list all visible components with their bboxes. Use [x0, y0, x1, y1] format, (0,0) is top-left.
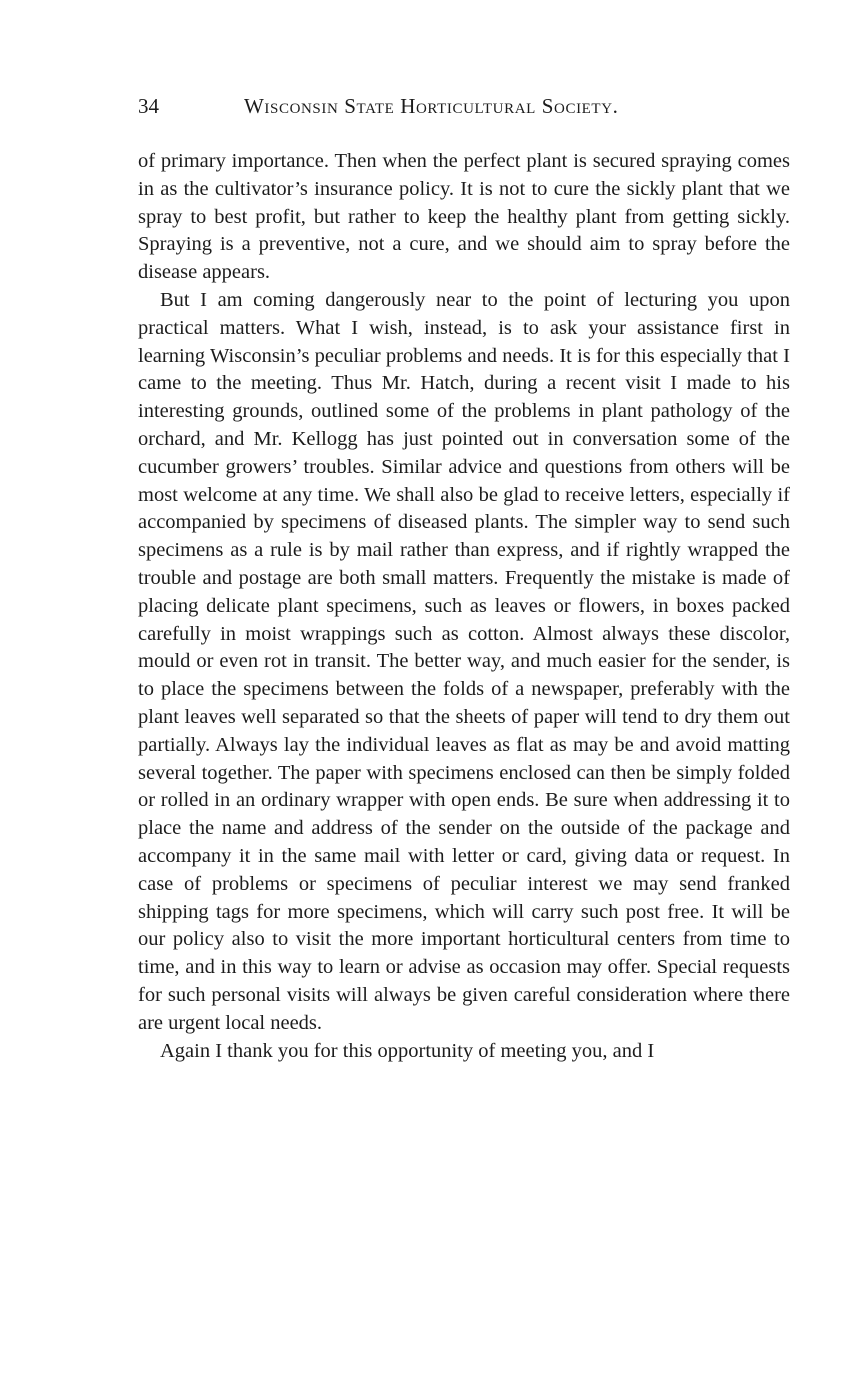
- body-text: [138, 148, 790, 1065]
- paragraph-1: of primary importance. Then when the perfect plant is secured spraying comes in as the cultivator’s insurance policy. It is not to cure the sickly plant that we spray to best profit, but rather to keep the healthy plant from getting sickly. Spraying is a preventive, not a cure, and we should aim to spray before the disease appears.: [138, 150, 790, 284]
- journal-title: Wisconsin State Horticultural Society.: [244, 94, 619, 118]
- paragraph-2: But I am coming dangerously near to the point of lecturing you upon practical matters. What I wish, instead, is to ask your assistance first in learning Wisconsin’s peculiar problems and needs. It is for this especially that I came to the meeting. Thus Mr. Hatch, during a recent visit I made to his interesting grounds, outlined some of the problems in plant pathology of the orchard, and Mr. Kellogg has just pointed out in conversation some of the cucumber growers’ troubles. Similar advice and questions from others will be most welcome at any time. We shall also be glad to receive letters, especially if accompanied by specimens of diseased plants. The simpler way to send such specimens as a rule is by mail rather than express, and if rightly wrapped the trouble and postage are both small matters. Frequently the mistake is made of placing delicate plant specimens, such as leaves or flowers, in boxes packed carefully in moist wrappings such as cotton. Almost always these discolor, mould or even rot in transit. The better way, and much easier for the sender, is to place the specimens between the folds of a newspaper, preferably with the plant leaves well separated so that the sheets of paper will tend to dry them out partially. Always lay the individual leaves as flat as may be and avoid matting several together. The paper with specimens enclosed can then be simply folded or rolled in an ordinary wrapper with open ends. Be sure when addressing it to place the name and address of the sender on the outside of the package and accompany it in the same mail with letter or card, giving data or request. In case of problems or specimens of peculiar interest we may send franked shipping tags for more specimens, which will carry such post free. It will be our policy also to visit the more important horticultural centers from time to time, and in this way to learn or advise as occasion may offer. Special requests for such personal visits will always be given careful consideration where there are urgent local needs.: [138, 288, 790, 1034]
- running-head: [138, 94, 698, 124]
- page-number: 34: [138, 94, 159, 118]
- paragraph-3: Again I thank you for this opportunity of meeting you, and I: [160, 1039, 655, 1062]
